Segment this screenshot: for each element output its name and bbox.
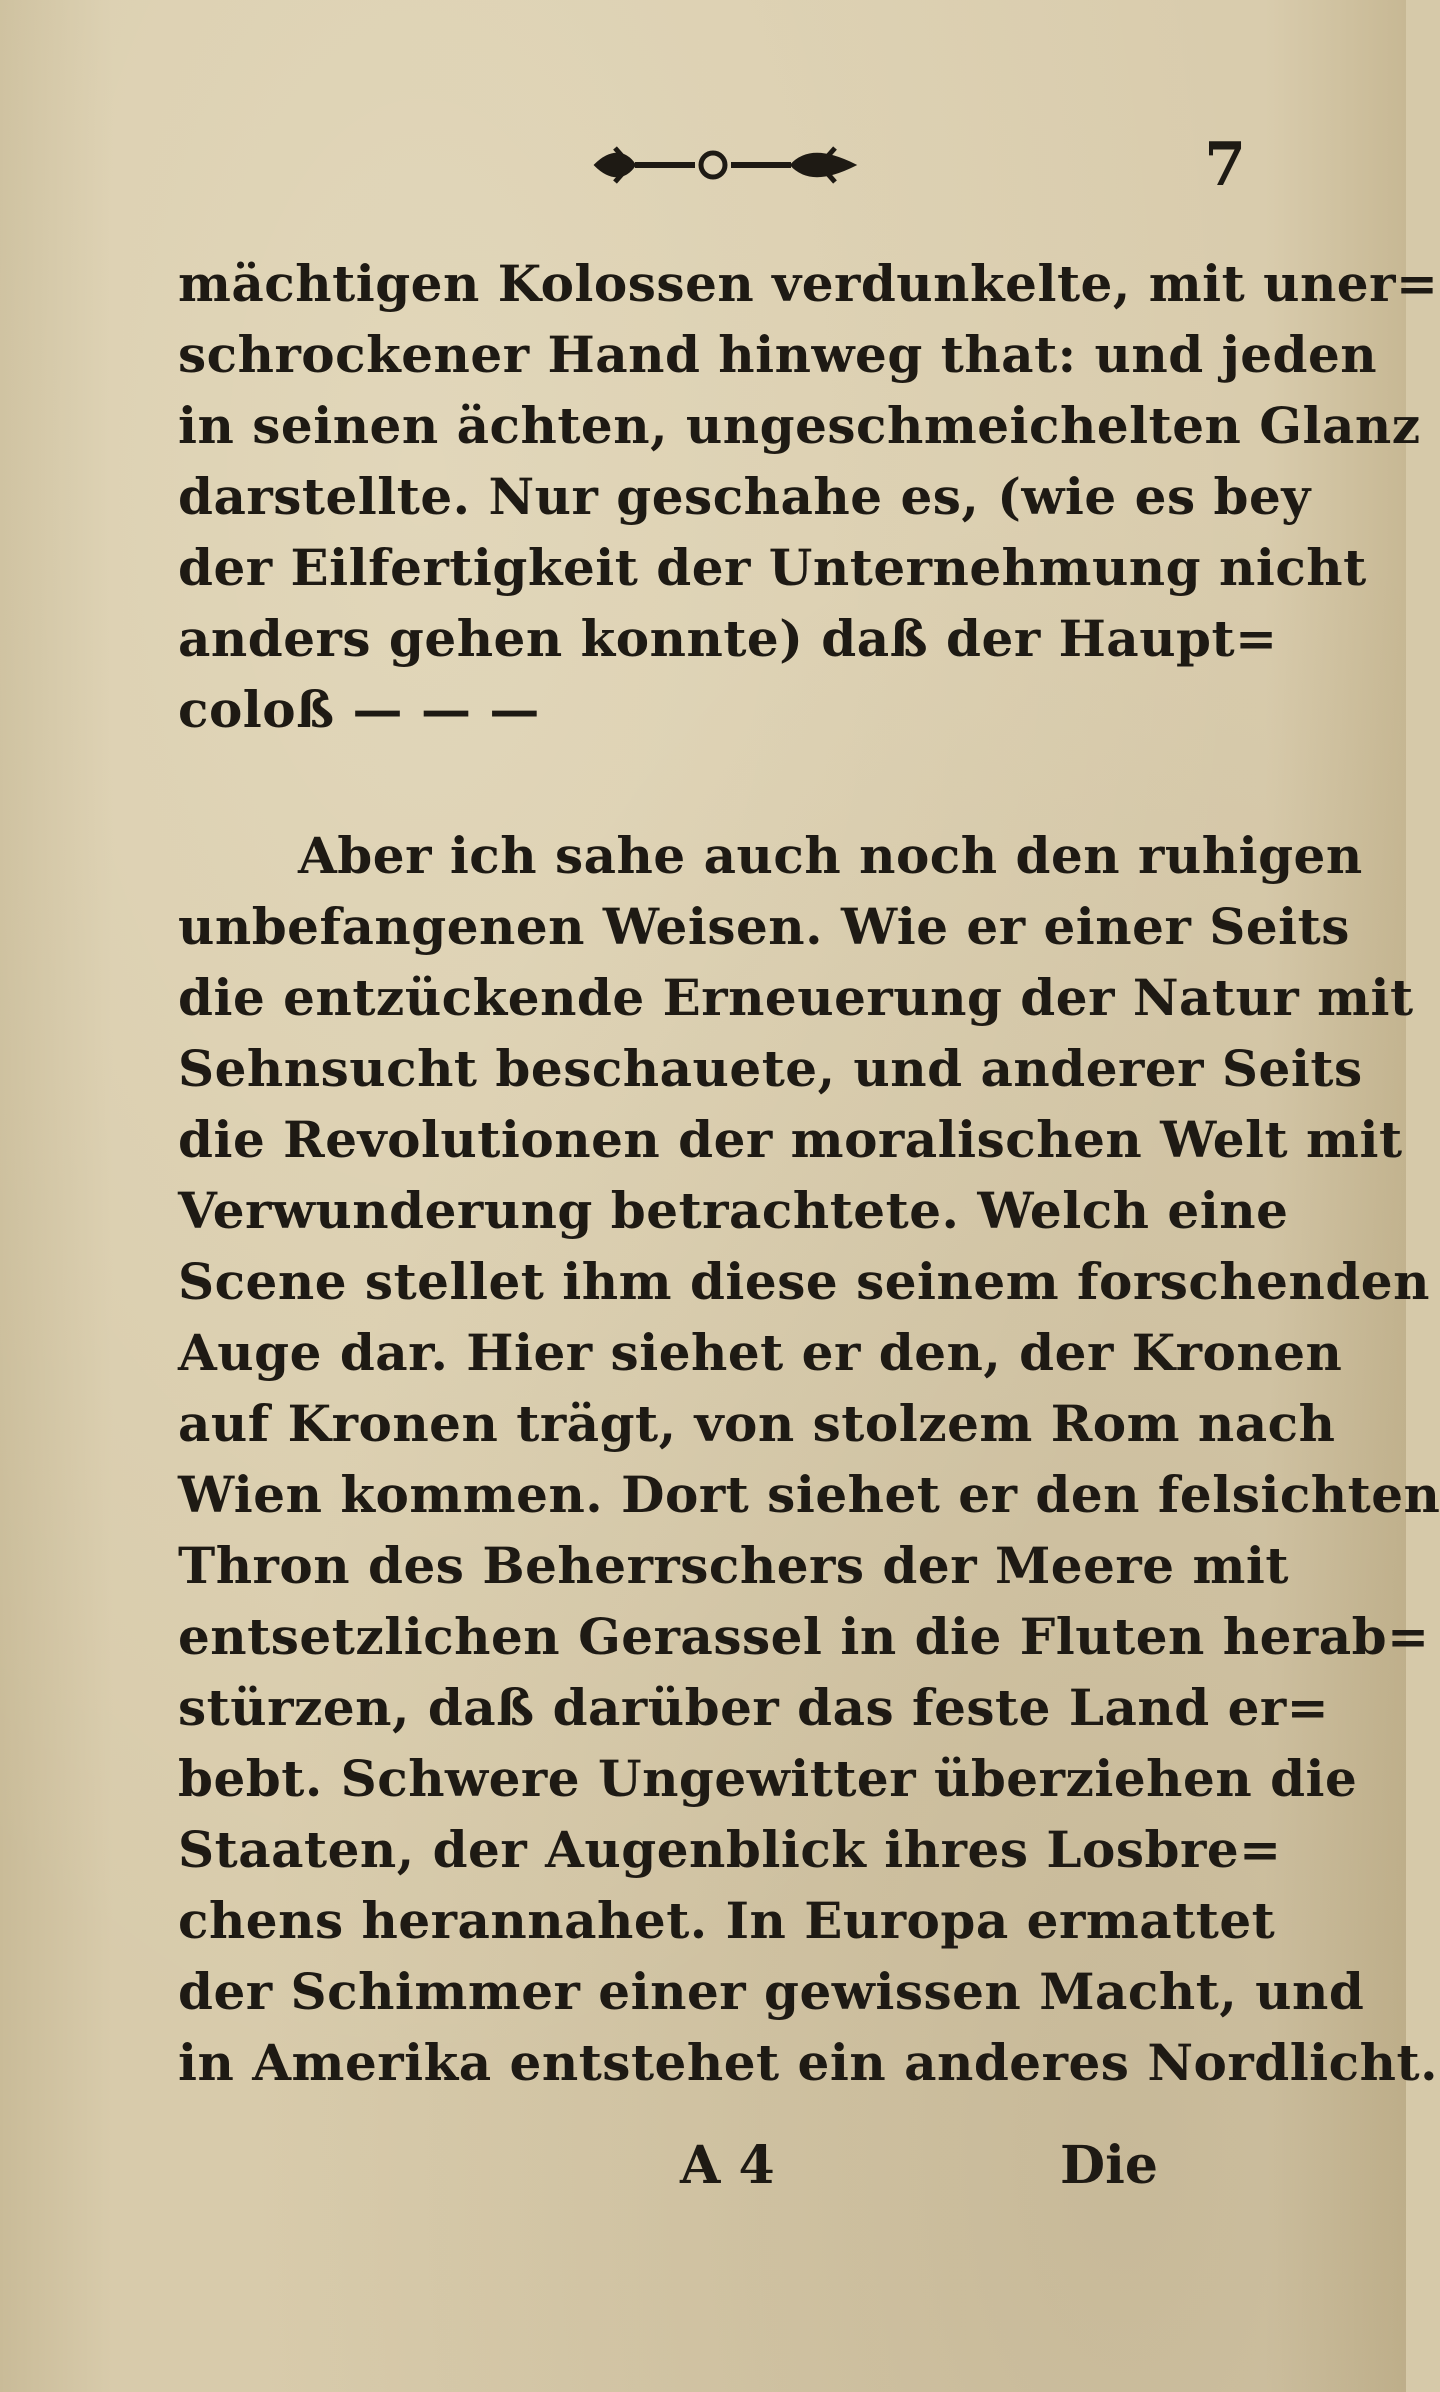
text-line: schrockener Hand hinweg that: und jeden — [178, 325, 1378, 384]
text-line: der Schimmer einer gewissen Macht, und — [178, 1962, 1365, 2021]
ornamental-divider-icon — [585, 130, 865, 200]
text-line: der Eilfertigkeit der Unternehmung nicht — [178, 538, 1367, 597]
text-line: Scene stellet ihm diese seinem forschenden — [178, 1252, 1430, 1311]
text-line: Staaten, der Augenblick ihres Losbre= — [178, 1820, 1282, 1879]
text-line: entsetzlichen Gerassel in die Fluten herab= — [178, 1607, 1430, 1666]
catchword: Die — [1060, 2135, 1158, 2196]
text-line: unbefangenen Weisen. Wie er einer Seits — [178, 897, 1350, 956]
text-line: in Amerika entstehet ein anderes Nordlicht. — [178, 2033, 1438, 2092]
page-number: 7 — [1204, 130, 1246, 200]
text-line: darstellte. Nur geschahe es, (wie es bey — [178, 467, 1311, 526]
page-footer — [0, 2135, 1406, 2215]
text-line: mächtigen Kolossen verdunkelte, mit uner= — [178, 254, 1439, 313]
paragraph-1 — [178, 248, 1439, 745]
text-line: anders gehen konnte) daß der Haupt= — [178, 609, 1278, 668]
text-line: auf Kronen trägt, von stolzem Rom nach — [178, 1394, 1336, 1453]
text-line: Wien kommen. Dort siehet er den felsichten — [178, 1465, 1440, 1524]
text-line: Sehnsucht beschauete, und anderer Seits — [178, 1039, 1363, 1098]
text-line: coloß — — — — [178, 680, 540, 739]
text-line: Auge dar. Hier siehet er den, der Kronen — [178, 1323, 1343, 1382]
text-line: die Revolutionen der moralischen Welt mit — [178, 1110, 1403, 1169]
text-line: Aber ich sahe auch noch den ruhigen — [298, 826, 1363, 885]
text-line: bebt. Schwere Ungewitter überziehen die — [178, 1749, 1358, 1808]
text-line: stürzen, daß darüber das feste Land er= — [178, 1678, 1330, 1737]
paragraph-2 — [178, 820, 1440, 2098]
page-header — [0, 130, 1406, 200]
text-line: in seinen ächten, ungeschmeichelten Glanz — [178, 396, 1421, 455]
text-line: die entzückende Erneuerung der Natur mit — [178, 968, 1414, 1027]
signature-mark: A 4 — [680, 2135, 775, 2196]
text-line: Thron des Beherrschers der Meere mit — [178, 1536, 1289, 1595]
text-line: chens herannahet. In Europa ermattet — [178, 1891, 1276, 1950]
text-line: Verwunderung betrachtete. Welch eine — [178, 1181, 1289, 1240]
